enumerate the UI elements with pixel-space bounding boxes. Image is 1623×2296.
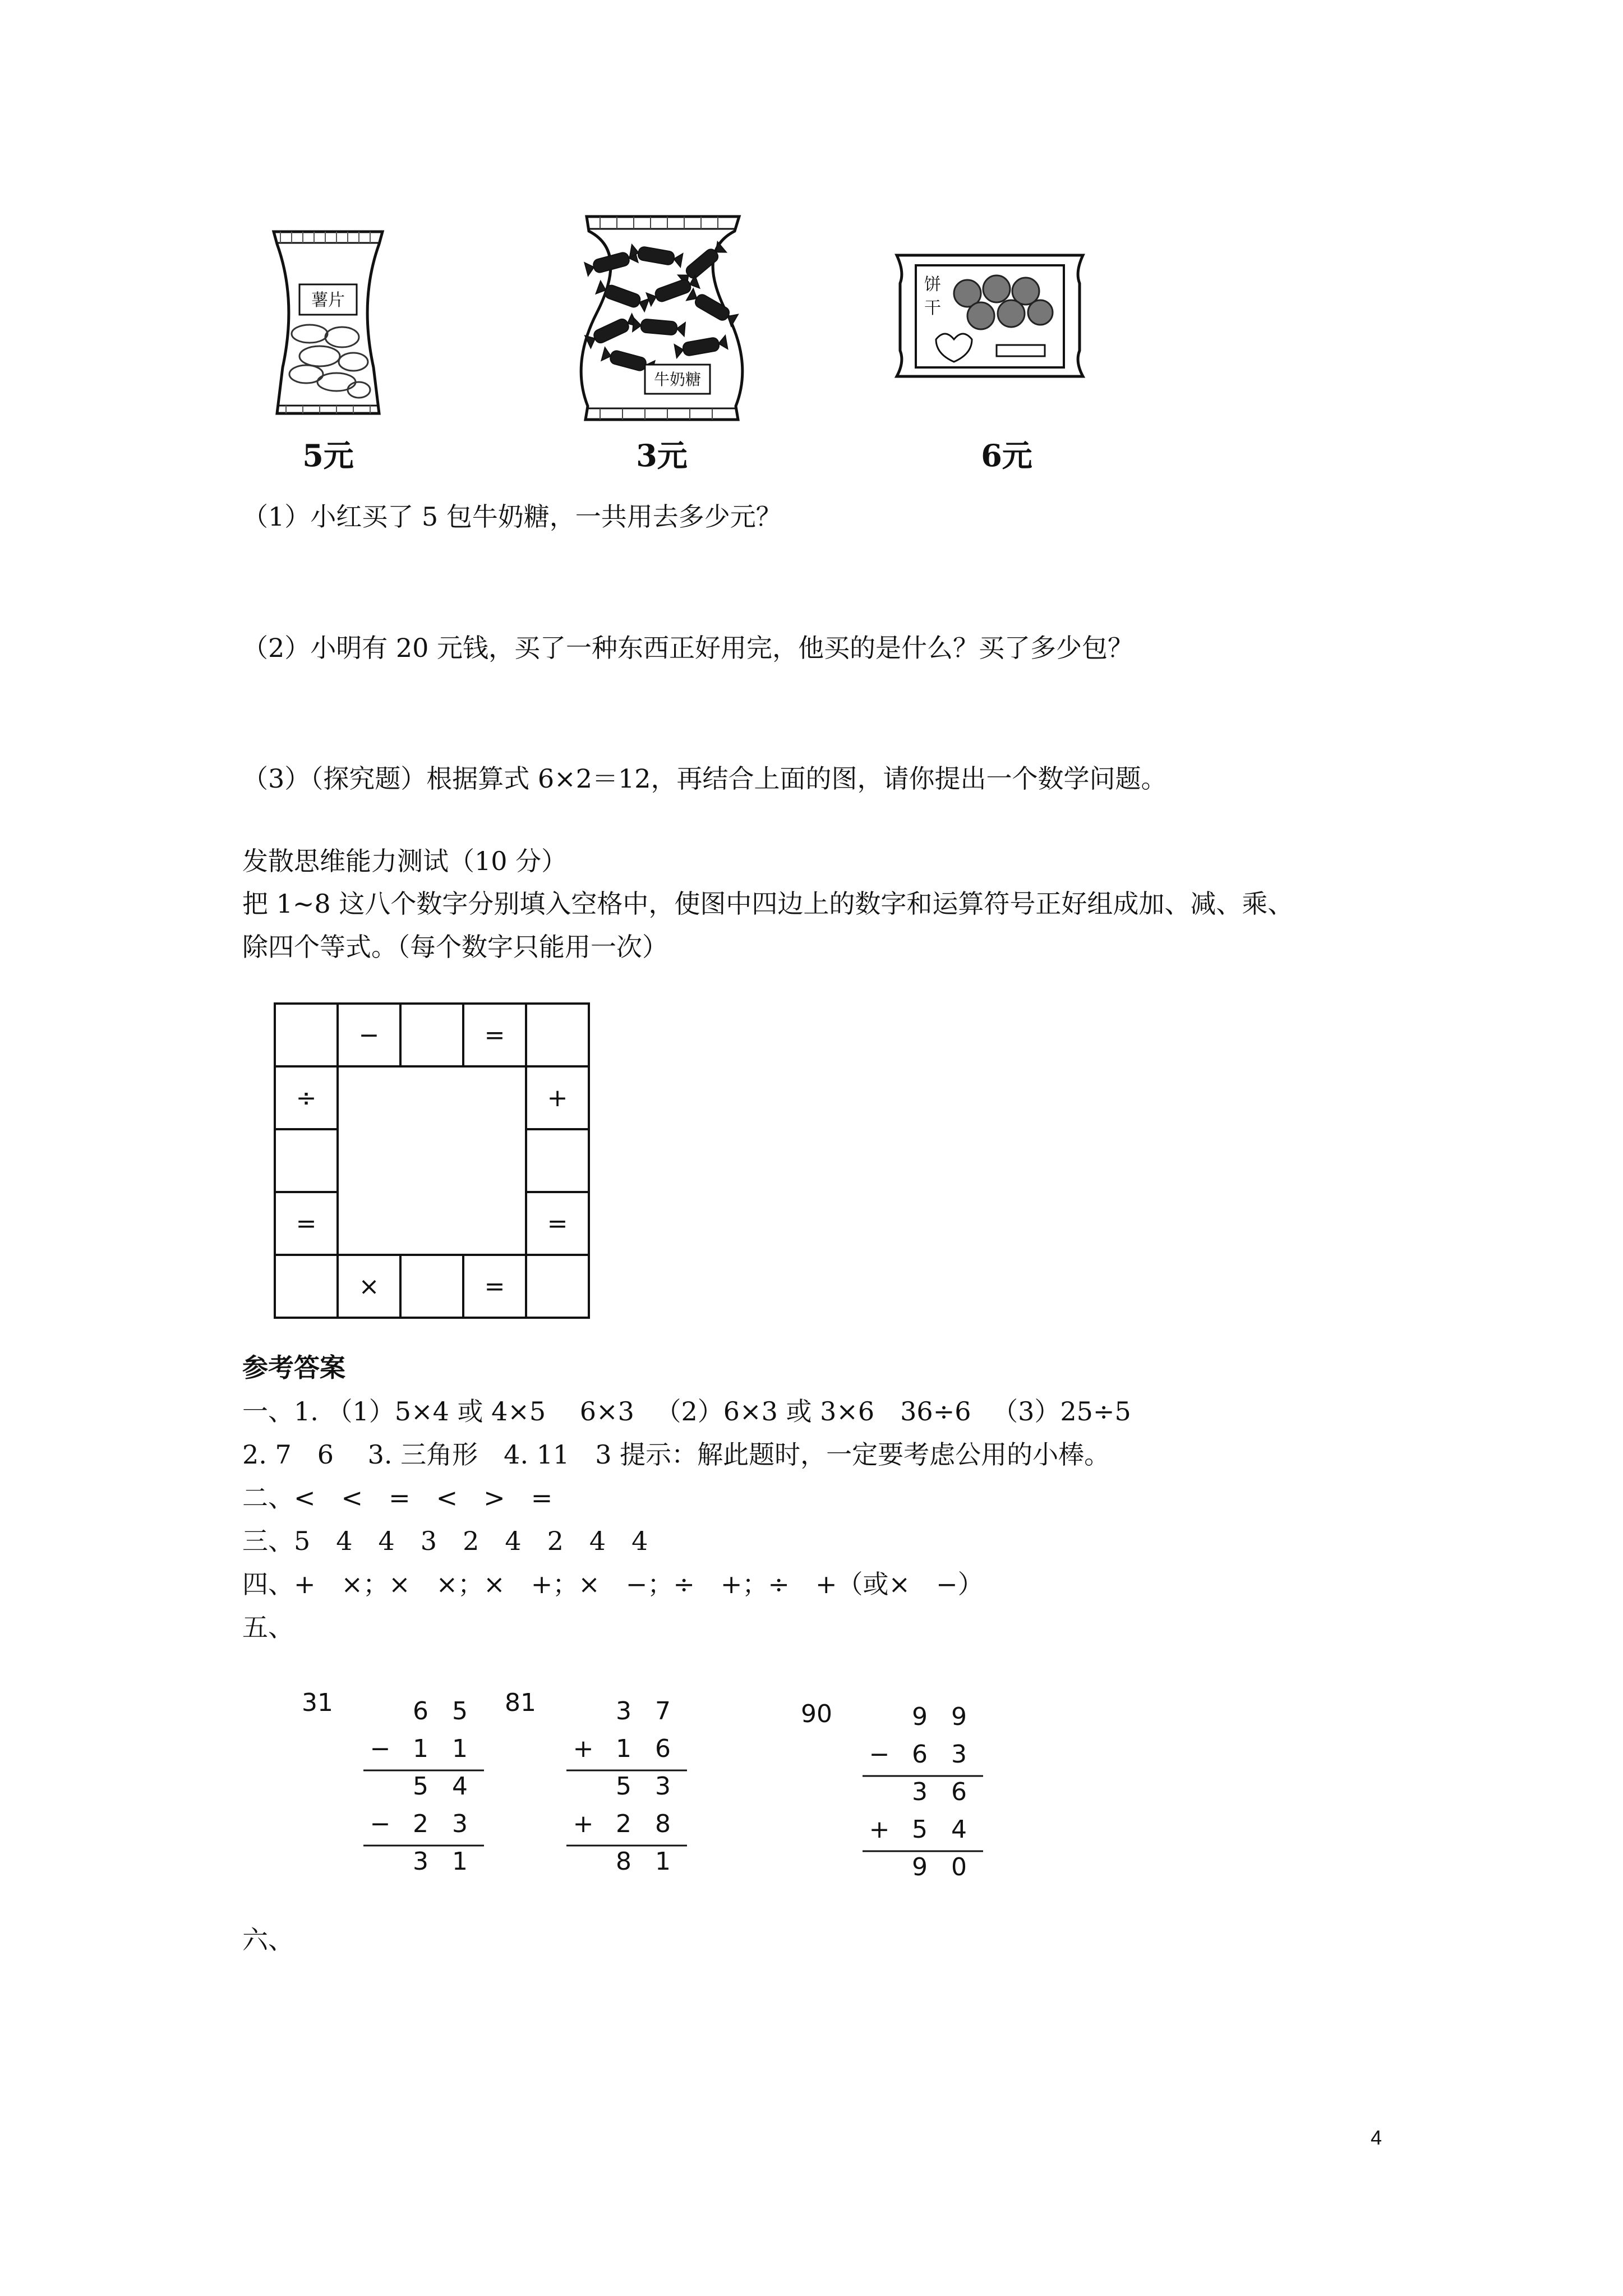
svg-text:饼: 饼	[924, 275, 941, 295]
grid-blank[interactable]	[399, 1002, 464, 1068]
calc-digit: 1	[413, 1734, 428, 1763]
calc-operator: −	[370, 1810, 391, 1838]
calc-result-label: 31	[302, 1688, 333, 1717]
question-2: （2）小明有 20 元钱，买了一种东西正好用完，他买的是什么？买了多少包？	[242, 633, 1134, 663]
section-heading: 发散思维能力测试（10 分）	[242, 846, 568, 876]
answer-line-2: 2. 7 6 3. 三角形 4. 11 3 提示：解此题时，一定要考虑公用的小棒。	[242, 1439, 1110, 1470]
candy-bag-icon	[561, 212, 763, 428]
calc-digit: 3	[452, 1810, 468, 1838]
grid-op-equals: =	[462, 1002, 527, 1068]
calc-digit: 6	[413, 1697, 428, 1726]
calc-result-label: 90	[801, 1700, 832, 1728]
grid-op-divide: ÷	[274, 1065, 339, 1130]
calc-digit: 1	[655, 1847, 671, 1876]
question-3: （3）（探究题）根据算式 6×2＝12，再结合上面的图，请你提出一个数学问题。	[242, 763, 1167, 794]
biscuit-price: 6元	[981, 438, 1032, 473]
answers-title: 参考答案	[242, 1352, 345, 1383]
calc-digit: 5	[413, 1772, 428, 1801]
chips-bag-icon	[264, 227, 393, 424]
calc-operator: +	[573, 1810, 594, 1838]
grid-op-equals: =	[462, 1254, 527, 1319]
grid-blank[interactable]	[525, 1128, 590, 1193]
answer-line-4: 三、5 4 4 3 2 4 2 4 4	[242, 1526, 648, 1556]
instruction-line-2: 除四个等式。（每个数字只能用一次）	[242, 932, 668, 962]
calc-digit: 1	[616, 1734, 631, 1763]
answer-line-3: 二、< < = < > =	[242, 1483, 553, 1513]
grid-op-plus: +	[525, 1065, 590, 1130]
calc-digit: 5	[616, 1772, 631, 1801]
calc-digit: 3	[413, 1847, 428, 1876]
svg-text:薯片: 薯片	[311, 291, 345, 310]
page-number: 4	[1371, 2126, 1382, 2149]
calc-digit: 9	[951, 1703, 967, 1731]
grid-op-minus: −	[336, 1002, 402, 1068]
grid-op-equals: =	[525, 1191, 590, 1256]
answer-six: 六、	[242, 1925, 294, 1955]
calc-digit: 4	[951, 1815, 967, 1844]
calc-digit: 9	[912, 1703, 928, 1731]
calc-digit: 5	[912, 1815, 928, 1844]
grid-op-times: ×	[336, 1254, 402, 1319]
calc-digit: 3	[912, 1778, 928, 1806]
answer-line-1: 一、1. （1）5×4 或 4×5 6×3 （2）6×3 或 3×6 36÷6 （3）25÷5	[242, 1396, 1131, 1427]
calc-digit: 8	[616, 1847, 631, 1876]
calc-digit: 1	[452, 1847, 468, 1876]
calc-digit: 9	[912, 1853, 928, 1881]
answer-line-6: 五、	[242, 1612, 294, 1642]
calc-digit: 3	[616, 1697, 631, 1726]
biscuit-pack-icon	[889, 250, 1091, 381]
calc-operator: −	[370, 1734, 391, 1763]
instruction-line-1: 把 1~8 这八个数字分别填入空格中，使图中四边上的数字和运算符号正好组成加、减、乘、	[242, 889, 1294, 919]
calc-digit: 4	[452, 1772, 468, 1801]
candy-price: 3元	[636, 438, 688, 473]
calc-digit: 5	[452, 1697, 468, 1726]
question-1: （1）小红买了 5 包牛奶糖，一共用去多少元？	[242, 501, 782, 532]
calc-digit: 7	[655, 1697, 671, 1726]
calc-operator: −	[869, 1740, 890, 1769]
svg-text:牛奶糖: 牛奶糖	[653, 370, 702, 389]
svg-text:干: 干	[924, 298, 941, 318]
calc-digit: 1	[452, 1734, 468, 1763]
calc-operator: +	[573, 1734, 594, 1763]
calc-digit: 6	[912, 1740, 928, 1769]
grid-blank[interactable]	[525, 1002, 590, 1068]
calc-digit: 6	[951, 1778, 967, 1806]
calc-digit: 8	[655, 1810, 671, 1838]
grid-blank[interactable]	[274, 1128, 339, 1193]
calc-digit: 3	[951, 1740, 967, 1769]
grid-blank[interactable]	[399, 1254, 464, 1319]
grid-blank[interactable]	[274, 1002, 339, 1068]
chips-price: 5元	[302, 438, 354, 473]
calc-digit: 2	[616, 1810, 631, 1838]
calc-digit: 6	[655, 1734, 671, 1763]
calc-result-label: 81	[505, 1688, 536, 1717]
calc-figure	[296, 1677, 1025, 1902]
equation-grid	[274, 1002, 588, 1317]
vertical-calculations	[296, 1677, 1025, 1902]
calc-digit: 2	[413, 1810, 428, 1838]
grid-blank[interactable]	[525, 1254, 590, 1319]
grid-blank[interactable]	[274, 1254, 339, 1319]
grid-op-equals: =	[274, 1191, 339, 1256]
answer-line-5: 四、+ ×；× ×；× +；× −；÷ +；÷ +（或× −）	[242, 1569, 984, 1599]
calc-digit: 0	[951, 1853, 967, 1881]
calc-operator: +	[869, 1815, 890, 1844]
calc-digit: 3	[655, 1772, 671, 1801]
